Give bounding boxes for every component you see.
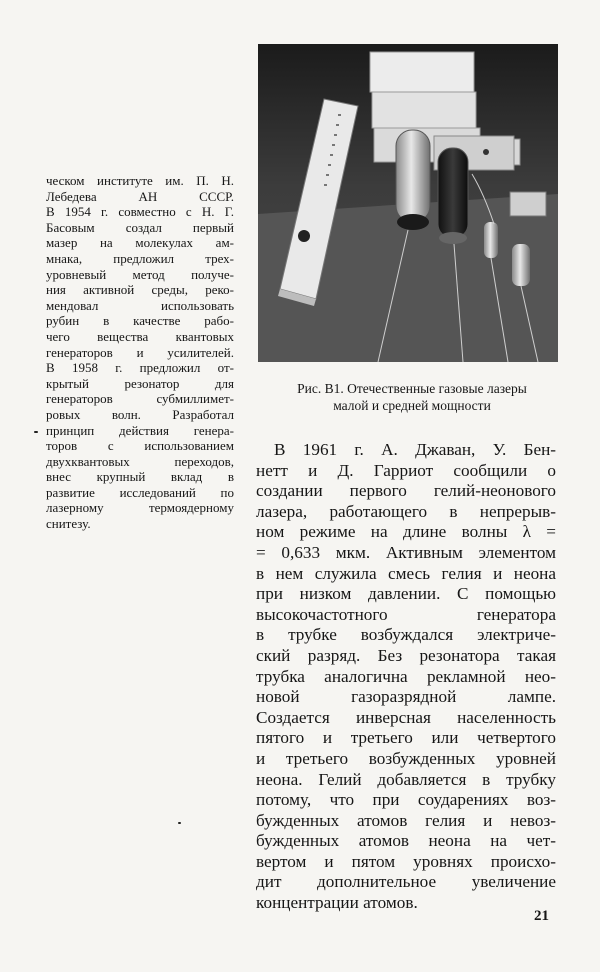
main-line: бужденных атомов неона на чет-	[256, 831, 556, 851]
sidebar-line: ровых волн. Разработал	[46, 406, 234, 422]
main-line: и третьего возбужденных уровней	[256, 748, 556, 768]
sidebar-line: торов с использованием	[46, 438, 234, 454]
sidebar-line: уровневый метод получе-	[46, 266, 234, 282]
main-line: трубка аналогична рекламной нео-	[256, 666, 556, 686]
sidebar-line: генераторов и усилителей.	[46, 344, 234, 360]
main-line: неона. Гелий добавляется в трубку	[256, 769, 556, 789]
main-line: = 0,633 мкм. Активным элементом	[256, 542, 556, 562]
main-text	[256, 440, 556, 914]
main-line: при низком давлении. С помощью	[256, 584, 556, 604]
sidebar-line: принцип действия генера-	[46, 422, 234, 438]
main-line: бужденных атомов гелия и невоз-	[256, 810, 556, 830]
main-line: пятого и третьего или четвертого	[256, 728, 556, 748]
sidebar-line: В 1954 г. совместно с Н. Г.	[46, 204, 234, 220]
sidebar-line: ния активной среды, реко-	[46, 282, 234, 298]
sidebar-line: Басовым создал первый	[46, 219, 234, 235]
main-line: концентрации атомов.	[256, 893, 418, 913]
sidebar-line: снитезу.	[46, 516, 91, 532]
main-line: Создается инверсная населенность	[256, 707, 556, 727]
sidebar-line: внес крупный вклад в	[46, 469, 234, 485]
main-line: ном режиме на длине волны λ =	[256, 522, 556, 542]
sidebar-line: генераторов субмиллимет-	[46, 391, 234, 407]
sidebar-line: двухквантовых переходов,	[46, 453, 234, 469]
scan-speck	[178, 822, 181, 824]
sidebar-line: ческом институте им. П. Н.	[46, 173, 234, 188]
page-number: 21	[534, 908, 549, 924]
sidebar-line: Лебедева АН СССР.	[46, 188, 234, 204]
caption-line: малой и средней мощности	[333, 398, 491, 413]
figure-caption	[252, 380, 572, 414]
scan-speck	[34, 431, 38, 433]
sidebar-line: В 1958 г. предложил от-	[46, 360, 234, 376]
main-line: лазера, работающего в непрерыв-	[256, 501, 556, 521]
main-line: высокочастотного генератора	[256, 604, 556, 624]
sidebar-line: крытый резонатор для	[46, 375, 234, 391]
sidebar-line: развитие исследований по	[46, 484, 234, 500]
sidebar-line: мазер на молекулах ам-	[46, 235, 234, 251]
sidebar-line: мнака, предложил трех-	[46, 250, 234, 266]
main-line: нетт и Д. Гарриот сообщили о	[256, 460, 556, 480]
laser-photo-illustration	[258, 44, 558, 362]
main-line: в трубке возбуждался электриче-	[256, 625, 556, 645]
main-line: новой газоразрядной лампе.	[256, 687, 556, 707]
sidebar-biography	[46, 173, 234, 532]
sidebar-line: лазерному термоядерному	[46, 500, 234, 516]
main-line: создании первого гелий-неонового	[256, 481, 556, 501]
main-line: ский разряд. Без резонатора такая	[256, 645, 556, 665]
sidebar-line: чего вещества квантовых	[46, 328, 234, 344]
main-line: В 1961 г. А. Джаван, У. Бен-	[274, 440, 556, 459]
main-line: вертом и пятом уровнях происхо-	[256, 851, 556, 871]
main-line: потому, что при соударениях воз-	[256, 790, 556, 810]
main-line: дит дополнительное увеличение	[256, 872, 556, 892]
main-line: в нем служила смесь гелия и неона	[256, 563, 556, 583]
figure-photo-gas-lasers	[258, 44, 558, 362]
sidebar-line: мендовал использовать	[46, 297, 234, 313]
caption-line: Рис. В1. Отечественные газовые лазеры	[297, 381, 527, 396]
sidebar-line: рубин в качестве рабо-	[46, 313, 234, 329]
